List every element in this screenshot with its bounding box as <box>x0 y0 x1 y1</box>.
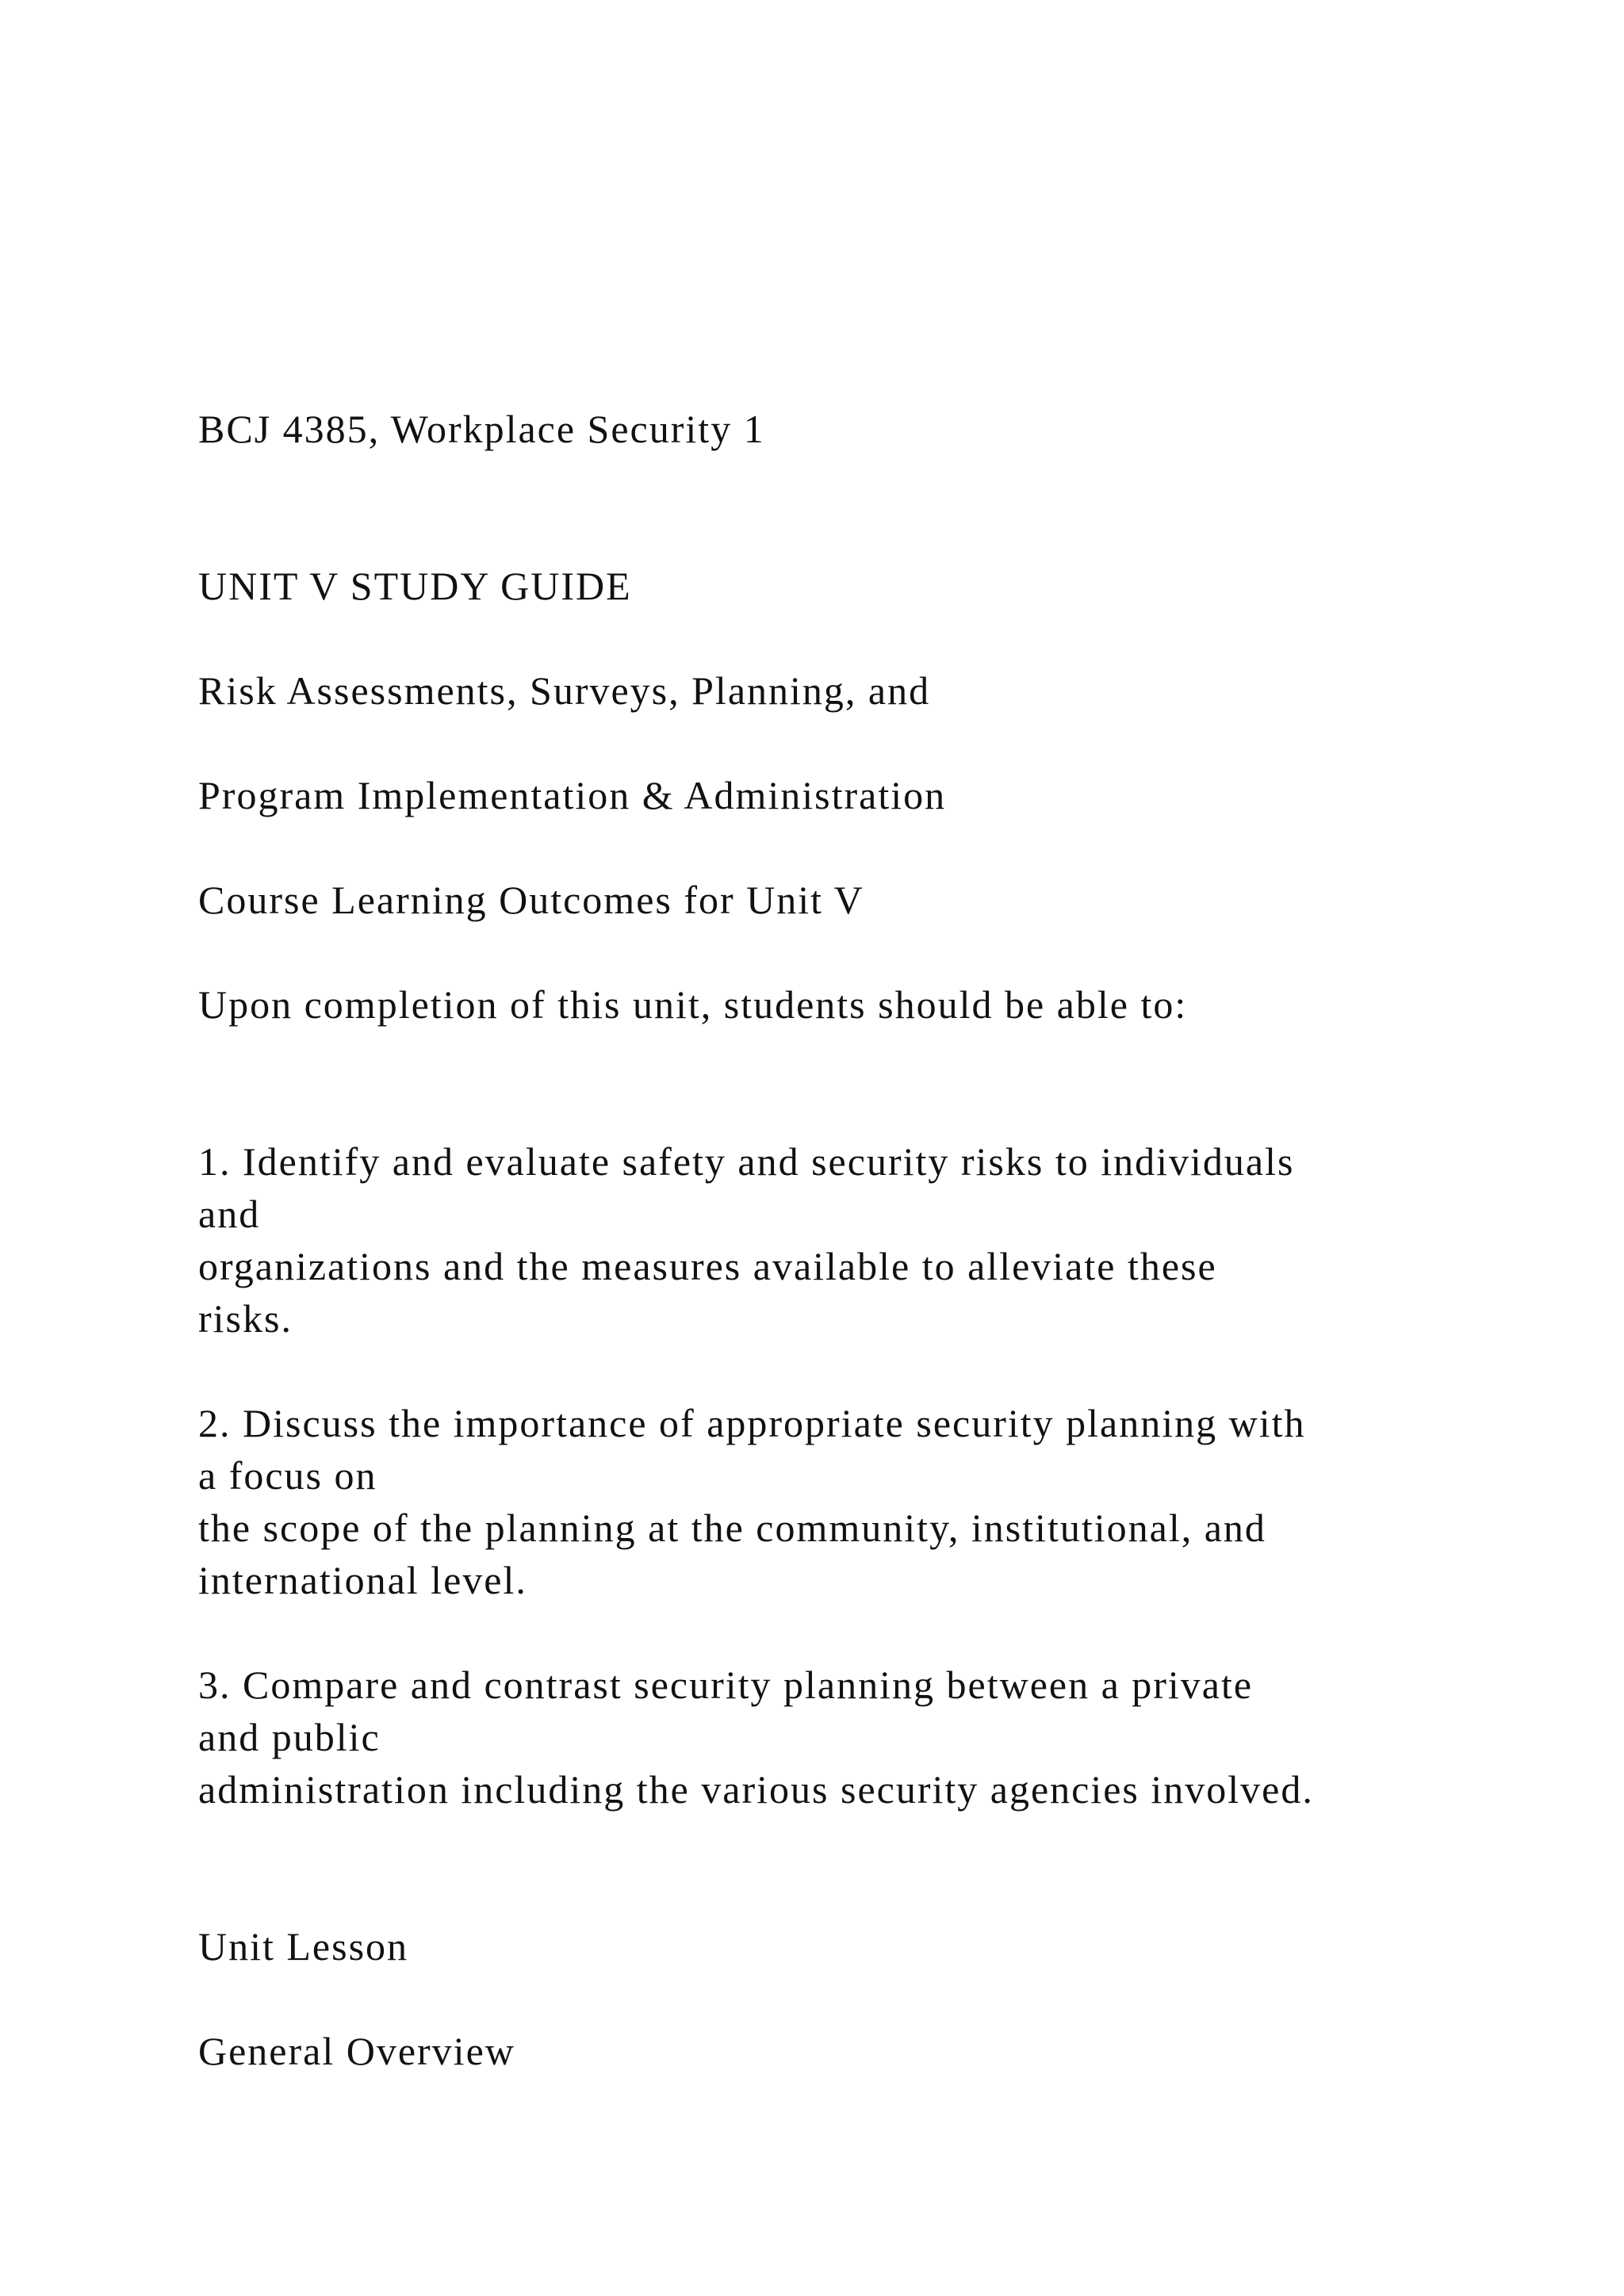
outcomes-heading: Course Learning Outcomes for Unit V <box>198 878 864 922</box>
outcome-3-line-3: administration including the various security agencies involved. <box>198 1767 1314 1812</box>
overview-heading: General Overview <box>198 2029 515 2073</box>
outcome-2-line-2: a focus on <box>198 1453 377 1498</box>
unit-subtitle-line-1: Risk Assessments, Surveys, Planning, and <box>198 668 931 713</box>
course-header: BCJ 4385, Workplace Security 1 <box>198 407 765 451</box>
outcomes-intro: Upon completion of this unit, students should be able to: <box>198 982 1188 1027</box>
outcome-2-line-1: 2. Discuss the importance of appropriate security planning with <box>198 1401 1306 1445</box>
outcome-1-line-4: risks. <box>198 1296 293 1341</box>
outcome-2-line-3: the scope of the planning at the community, institutional, and <box>198 1506 1266 1550</box>
outcome-3-line-1: 3. Compare and contrast security planning between a private <box>198 1663 1254 1707</box>
unit-title: UNIT V STUDY GUIDE <box>198 564 632 608</box>
outcome-2-line-4: international level. <box>198 1558 527 1602</box>
outcome-1-line-3: organizations and the measures available to alleviate these <box>198 1244 1217 1288</box>
unit-subtitle-line-2: Program Implementation & Administration <box>198 773 947 817</box>
outcome-1-line-1: 1. Identify and evaluate safety and security risks to individuals <box>198 1139 1295 1184</box>
outcome-3-line-2: and public <box>198 1715 381 1759</box>
outcome-1-line-2: and <box>198 1192 261 1236</box>
lesson-heading: Unit Lesson <box>198 1924 409 1969</box>
